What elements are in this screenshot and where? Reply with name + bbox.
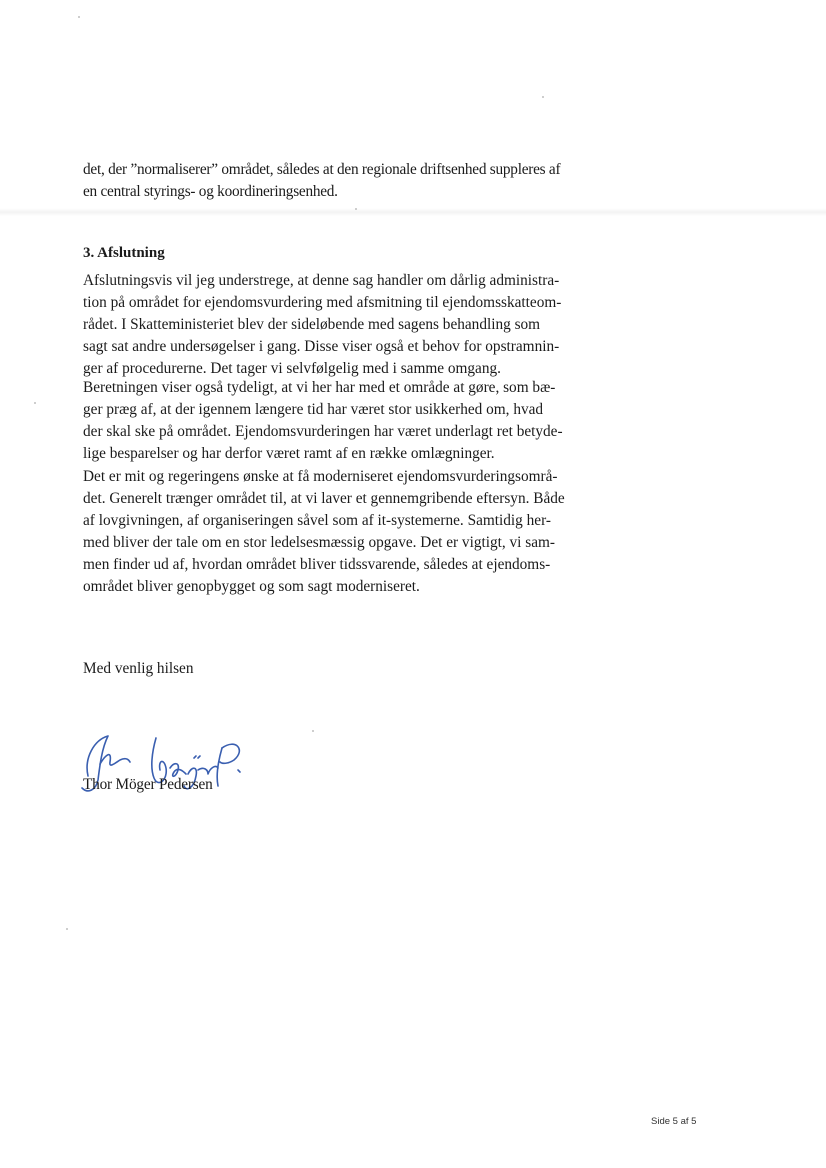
section-heading: 3. Afslutning <box>83 245 165 261</box>
scan-fold-line <box>0 208 826 216</box>
scan-speck <box>312 730 314 732</box>
scan-speck <box>78 16 80 18</box>
body-paragraph-3: Det er mit og regeringens ønske at få moderniseret ejendomsvurderingsområ- det. Generelt trænger området til, at vi laver et gennemgribende eftersyn. Både af lovgivningen, af organiseringen såvel som af it-systemerne. Samtidig her- med bliver der tale om en stor ledelsesmæssig opgave. Det er vigtigt, vi sam- men finder ud af, hvordan området bliver tidssvarende, således at ejendoms- området bliver genopbygget og som sagt moderniseret. <box>83 468 565 595</box>
scan-speck <box>66 928 68 930</box>
closing-salutation: Med venlig hilsen <box>83 660 194 677</box>
body-paragraph-1: Afslutningsvis vil jeg understrege, at denne sag handler om dårlig administra- tion på området for ejendomsvurdering med afsmitning til ejendomsskatteom- rådet. I Skatteministeriet blev der sideløbende med sagens behandling som sagt sat andre undersøgelser i gang. Disse viser også et behov for opstramnin- ger af procedurerne. Det tager vi selvfølgelig med i samme omgang. <box>83 272 562 377</box>
scan-speck <box>34 402 36 404</box>
scan-speck <box>355 208 357 210</box>
page-number-footer: Side 5 af 5 <box>651 1116 697 1127</box>
intro-paragraph: det, der ”normaliserer” området, således at den regionale driftsenhed suppleres af en central styrings- og koordineringsenhed. <box>83 161 561 200</box>
scan-speck <box>542 96 544 98</box>
body-paragraph-2: Beretningen viser også tydeligt, at vi her har med et område at gøre, som bæ- ger præg af, at der igennem længere tid har været stor usikkerhed om, hvad der skal ske på området. Ejendomsvurderingen har været underlagt ret betyde- lige besparelser og har derfor været ramt af en række omlægninger. <box>83 379 563 462</box>
signatory-name: Thor Möger Pedersen <box>83 776 213 793</box>
